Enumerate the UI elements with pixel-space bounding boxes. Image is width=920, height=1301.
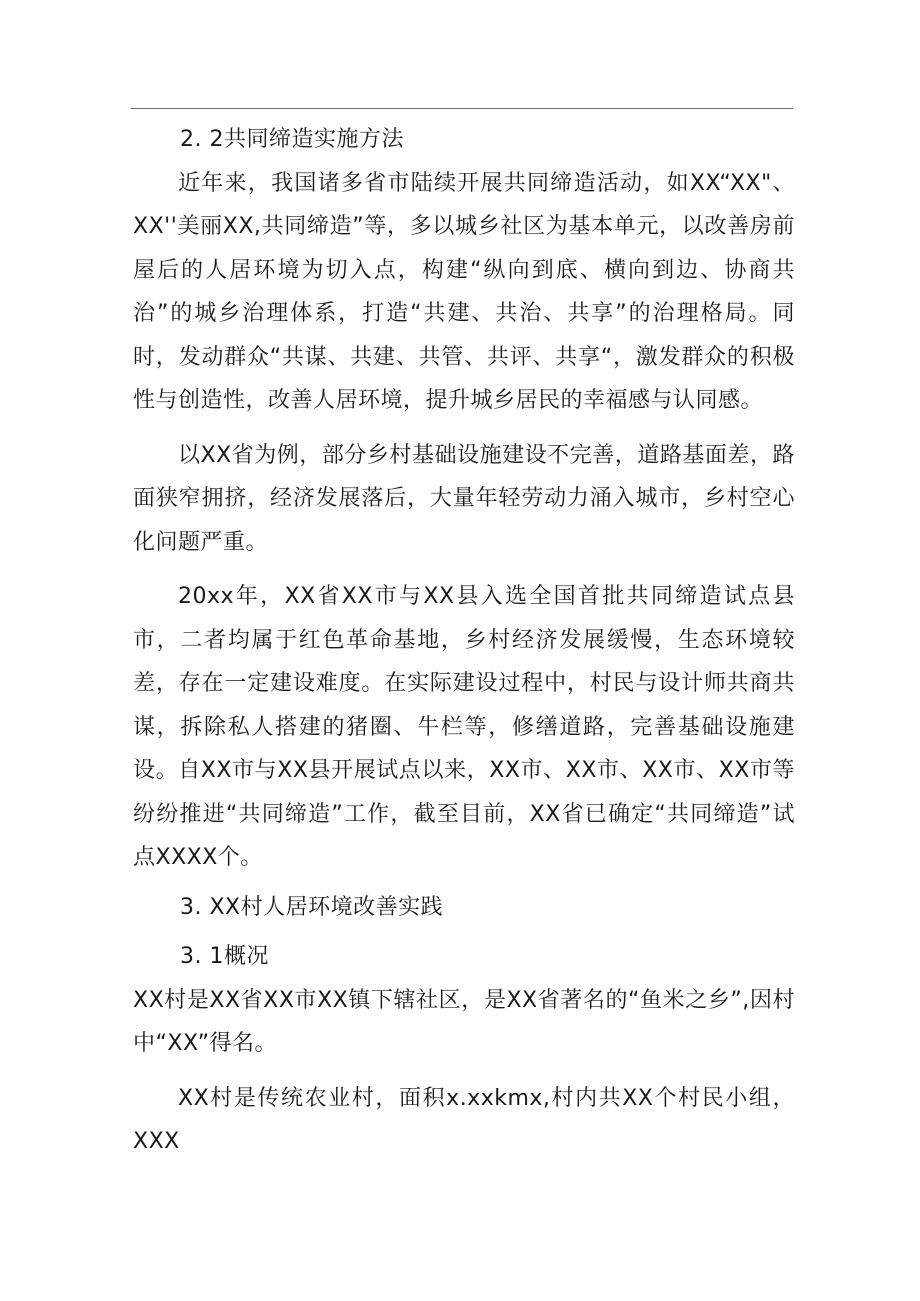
section-heading-3-1: 3. 1概况 bbox=[180, 944, 269, 969]
paragraph-pilot-program: 20xx年，XX省XX市与XX县入选全国首批共同缔造试点县市，二者均属于红色革命基地，乡村经济发展缓慢，生态环境较差，存在一定建设难度。在实际建设过程中，村民与设计师共商共谋，拆除私人搭建的猪圈、牛栏等，修缮道路，完善基础设施建设。自XX市与XX县开展试点以来，XX市、XX市、XX市、XX市等纷纷推进“共同缔造”工作，截至目前，XX省已确定“共同缔造”试点XXXX个。 bbox=[133, 584, 795, 870]
document-body bbox=[133, 118, 795, 1164]
paragraph-province-example: 以XX省为例，部分乡村基础设施建设不完善，道路基面差，路面狭窄拥挤，经济发展落后，大量年轻劳动力涌入城市，乡村空心化问题严重。 bbox=[133, 442, 795, 555]
section-heading-2-2: 2. 2共同缔造实施方法 bbox=[180, 127, 404, 152]
section-heading-3: 3. XX村人居环境改善实践 bbox=[180, 894, 444, 920]
paragraph-village-overview: XX村是XX省XX市XX镇下辖社区，是XX省著名的“鱼米之乡”,因村中“XX”得名。 bbox=[133, 987, 795, 1056]
header-rule bbox=[131, 108, 793, 109]
paragraph-co-creation-overview: 近年来，我国诸多省市陆续开展共同缔造活动，如XX“XX"、XX''美丽XX,共同缔造”等，多以城乡社区为基本单元，以改善房前屋后的人居环境为切入点，构建“纵向到底、横向到边、协商共治”的城乡治理体系，打造“共建、共治、共享”的治理格局。同时，发动群众“共谋、共建、共管、共评、共享“，激发群众的积极性与创造性，改善人居环境，提升城乡居民的幸福感与认同感。 bbox=[133, 170, 795, 413]
paragraph-village-details: XX村是传统农业村，面积x.xxkmx,村内共XX个村民小组，XXX bbox=[133, 1085, 795, 1154]
